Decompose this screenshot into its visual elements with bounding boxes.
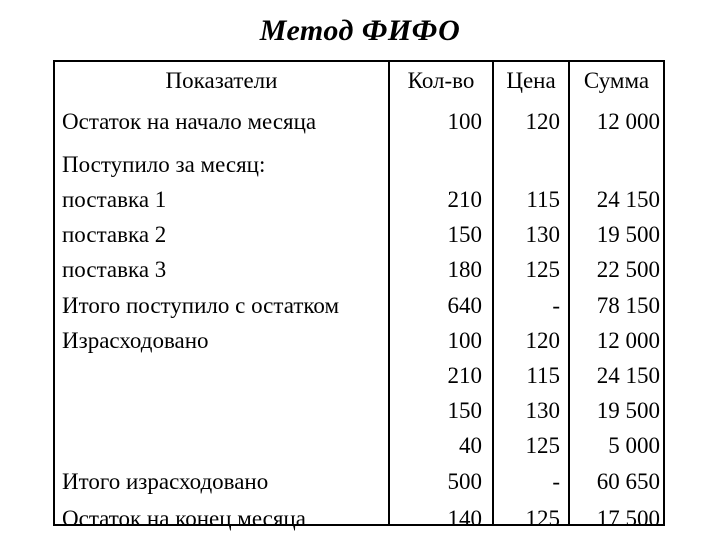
- row-qty: 100: [447, 109, 482, 134]
- row-qty: 180: [447, 257, 482, 282]
- row-sum: 19 500: [596, 398, 660, 423]
- row-label: Израсходовано: [62, 328, 209, 353]
- header-indicator: Показатели: [165, 68, 278, 93]
- row-price: -: [552, 293, 560, 318]
- row-qty: 100: [447, 328, 482, 353]
- row-price: 120: [525, 328, 560, 353]
- header-qty: Кол-во: [407, 68, 475, 93]
- row-sum: 24 150: [596, 187, 660, 212]
- row-sum: 22 500: [596, 257, 660, 282]
- row-label: Остаток на начало месяца: [62, 109, 317, 134]
- row-qty: 40: [459, 433, 482, 458]
- row-sum: 60 650: [596, 469, 660, 494]
- row-sum: 17 500: [596, 506, 660, 531]
- row-sum: 5 000: [608, 433, 660, 458]
- header-sum: Сумма: [583, 68, 650, 93]
- row-price: 125: [525, 506, 560, 531]
- row-label: поставка 1: [62, 187, 167, 212]
- row-sum: 12 000: [596, 328, 660, 353]
- row-label: поставка 2: [62, 222, 167, 247]
- page-title: Метод ФИФО: [259, 14, 461, 47]
- row-price: 130: [525, 398, 560, 423]
- row-sum: 19 500: [596, 222, 660, 247]
- row-label: Итого поступило с остатком: [62, 293, 340, 318]
- row-qty: 500: [447, 469, 482, 494]
- row-price: 115: [526, 187, 560, 212]
- row-qty: 150: [447, 222, 482, 247]
- row-price: 115: [526, 363, 560, 388]
- row-qty: 640: [447, 293, 482, 318]
- row-qty: 210: [447, 363, 482, 388]
- row-qty: 150: [447, 398, 482, 423]
- row-price: 125: [525, 257, 560, 282]
- row-price: -: [552, 469, 560, 494]
- row-price: 125: [525, 433, 560, 458]
- row-label: Итого израсходовано: [62, 469, 269, 494]
- row-label: Остаток на конец месяца: [62, 506, 306, 531]
- row-qty: 140: [447, 506, 482, 531]
- row-label: Поступило за месяц:: [62, 152, 266, 177]
- row-sum: 12 000: [596, 109, 660, 134]
- row-price: 130: [525, 222, 560, 247]
- row-qty: 210: [447, 187, 482, 212]
- fifo-table: [53, 60, 665, 531]
- row-sum: 78 150: [596, 293, 660, 318]
- row-sum: 24 150: [596, 363, 660, 388]
- row-price: 120: [525, 109, 560, 134]
- header-price: Цена: [506, 68, 556, 93]
- row-label: поставка 3: [62, 257, 167, 282]
